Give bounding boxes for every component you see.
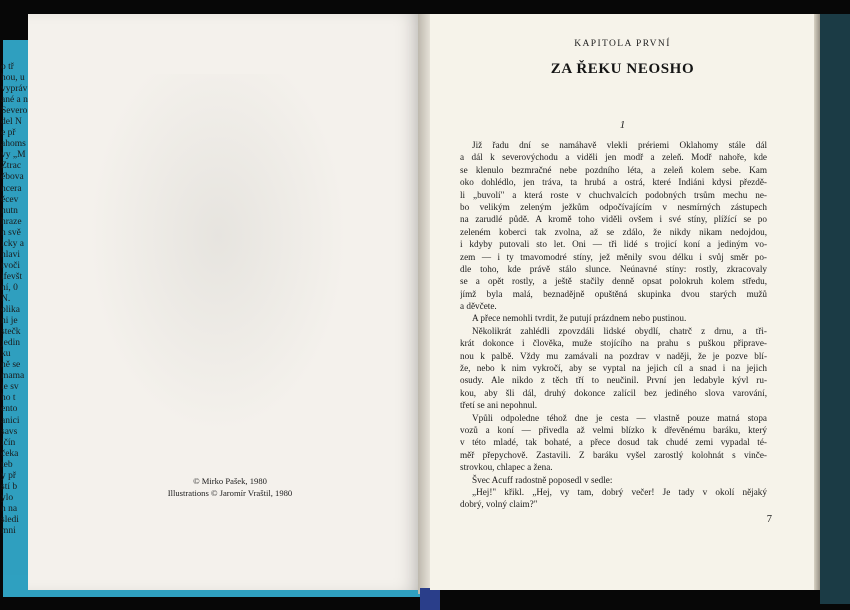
cover-strip-line: ní, 0 xyxy=(1,282,18,293)
cover-strip-line: čeka xyxy=(1,448,19,459)
cover-strip-line: hou, u xyxy=(1,73,25,84)
imprint-illustrations: Illustrations © Jaromír Vraštil, 1980 xyxy=(167,487,293,498)
left-page xyxy=(28,14,423,590)
chapter-title: ZA ŘEKU NEOSHO xyxy=(550,61,695,77)
body-line: „Hej!" křikl. „Hej, vy tam, dobrý večer! Je tady v okolí nějaký xyxy=(472,486,767,497)
body-line: osudy. Ale nikdo z těch tří to neučinil. První jen ledabyle kývl ru- xyxy=(460,375,767,386)
body-line: a děvčete. xyxy=(460,301,497,312)
body-line: oko dohlédlo, jen tráva, ta hrubá a ostrá, které Indiáni kdysi přezdě- xyxy=(460,177,767,188)
cover-strip-line: ané a n xyxy=(1,95,28,106)
body-line: i kdyby putovali sto let. Oni — tři lidé s trojicí koní a jediným vo- xyxy=(460,239,767,250)
page-number: 7 xyxy=(766,514,772,525)
cover-strip-line: del N xyxy=(1,117,22,128)
body-line: na zarudlé půdě. A kromě toho viděli ovšem i své stíny, plížící se po xyxy=(460,214,767,225)
cover-strip-line: ncera xyxy=(1,183,22,194)
body-line: v této mladé, tak bohaté, a přece dosud tak chudé zemi vypadal té- xyxy=(460,437,767,448)
cover-strip-line: ylo xyxy=(1,492,14,503)
body-line: zem — i ty tmavomodré stíny, jež měnily svou délku i svůj směr po- xyxy=(460,251,767,262)
cover-strip-line: nutn xyxy=(1,205,18,216)
body-line: se a opět rostly, a ještě stačily denně opsat polokruh kolem středu, xyxy=(460,276,767,287)
cover-strip-line: ni je xyxy=(1,316,18,327)
cover-strip-line: y př xyxy=(1,470,17,481)
cover-strip-line: icky a xyxy=(1,238,24,249)
copyright-imprint xyxy=(140,476,320,499)
cover-strip-line: ie sv xyxy=(1,382,19,393)
cover-strip-line: o tř xyxy=(1,62,14,72)
cover-strip-line: n svě xyxy=(1,227,21,238)
body-line: bo velikým zeleným ježkům odpočívajícím v nesmírných zástupech xyxy=(460,201,767,212)
cover-strip-line: N. xyxy=(1,293,11,304)
cover-strip-line: hlavi xyxy=(1,249,20,260)
body-line: Několikrát zahlédli zpovzdáli lidské obydlí, chatrč z drnu, a tři- xyxy=(472,325,767,336)
body-line: dle toho, kde právě stálo slunce. Neúnavné stíny: rostly, zkracovaly xyxy=(460,263,767,274)
section-number: 1 xyxy=(619,119,626,131)
cover-strip-line: savs xyxy=(1,426,18,437)
cover-strip-line: teb xyxy=(1,459,13,470)
cover-strip-line: ěbova xyxy=(1,172,24,183)
cover-strip-line: ně se xyxy=(1,360,21,371)
cover-strip-line: e př xyxy=(1,128,16,139)
body-line: vozů a koní — přivedla až velmi blízko k dřevěnému baráku, který xyxy=(460,424,767,435)
cover-strip-line: tvoči xyxy=(1,260,20,271)
cover-strip-line: mni xyxy=(1,525,16,536)
body-line: dobrý, volný claim?" xyxy=(460,499,538,510)
cover-strip-line: Severo xyxy=(1,106,28,117)
body-line: zeleném koberci tak zvolna, až se zdálo, že nikdy nikam nedojdou, xyxy=(460,226,767,237)
body-line: že, nebo k nim vykročí, aby se vyptal na jejich cíl a snad i na jejich xyxy=(460,363,767,374)
body-line: Švec Acuff radostně poposedl v sedle: xyxy=(472,474,613,485)
cover-back xyxy=(820,14,850,604)
chapter-label: KAPITOLA PRVNÍ xyxy=(574,39,671,49)
cover-strip-line: ku xyxy=(1,349,11,360)
cover-strip-line: vypráv xyxy=(1,84,28,95)
cover-strip-line: ho t xyxy=(1,393,16,404)
body-line: jímž byla malá, beznadějně opuštěná skupinka dvou starých mužů xyxy=(460,288,767,299)
cover-strip-line: stí b xyxy=(1,481,18,492)
body-line: Vpůli odpoledne téhož dne je cesta — vlastně pouze matná stopa xyxy=(472,412,767,423)
cover-strip-line: ahoms xyxy=(1,139,26,150)
cover-strip-line: ěcev xyxy=(1,194,19,205)
imprint-author: © Mirko Pašek, 1980 xyxy=(193,476,267,486)
cover-strip-line: ento xyxy=(1,404,18,415)
cover-strip-line: n na xyxy=(1,503,18,514)
body-line: kou, aby šli dál, druhý dokonce zalícil bez jediného slova varování, xyxy=(460,387,767,398)
body-line: krát dokonce i člověka, muže stojícího na prahu s puškou připrave- xyxy=(460,338,767,349)
body-line: A přece nemohli tvrdit, že putují prázdnem nebo pustinou. xyxy=(472,313,687,324)
body-line: a dál k severovýchodu a viděli jen modř a zeleň. Modř nahoře, kde xyxy=(460,152,767,163)
body-line: li „buvolí" a která roste v chuchvalcích podobných trsům mechu ne- xyxy=(460,189,767,200)
body-line: Již řadu dní se namáhavě vlekli prériemi Oklahomy stále dál xyxy=(472,140,767,150)
cover-strip-line: mama xyxy=(1,371,25,382)
spine-edge xyxy=(420,588,440,610)
cover-strip-line: anici xyxy=(1,415,20,426)
cover-strip-line: jedin xyxy=(1,338,20,349)
body-text xyxy=(460,139,767,511)
body-line: měř přepychově. Zastavili. Z baráku vyšel zarostlý kolohnát s vinče- xyxy=(460,449,767,460)
body-line: strovkou, chlapec a žena. xyxy=(460,462,553,473)
cover-strip-line: olika xyxy=(1,305,20,316)
cover-strip-line: stečk xyxy=(1,327,21,338)
cover-strip-line: ifevšt xyxy=(1,271,23,282)
body-line: nou k palbě. Vždy mu zamávali na pozdrav v naději, že je pozve blí- xyxy=(460,350,767,361)
cover-strip-line: vy „M xyxy=(1,150,26,161)
cover-strip-line: sledi xyxy=(1,514,19,525)
cover-strip-line: Ztrac xyxy=(1,161,22,172)
bleed-through-illustration xyxy=(88,74,348,434)
cover-strip-line: hraze xyxy=(1,216,22,227)
body-line: třetí se ani nepohnul. xyxy=(460,400,538,411)
body-line: se klenulo bezmračné nebe pozdního léta, a zeleň kolem sebe. Kam xyxy=(460,164,767,175)
cover-strip-line: ičín xyxy=(1,437,16,448)
